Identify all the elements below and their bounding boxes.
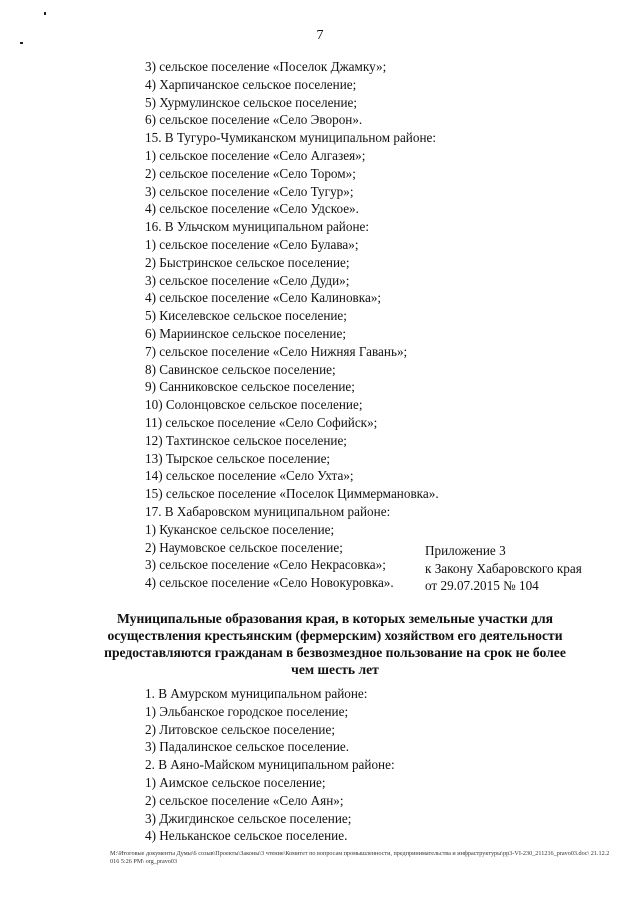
district-heading: 17. В Хабаровском муниципальном районе: xyxy=(145,503,391,519)
list-item: 3) Падалинское сельское поселение. xyxy=(145,739,350,755)
appendix-number: Приложение 3 xyxy=(425,543,506,558)
list-item: 7) сельское поселение «Село Нижняя Гавань»; xyxy=(145,343,408,359)
list-item: 11) сельское поселение «Село Софийск»; xyxy=(145,414,378,430)
scan-mark xyxy=(44,12,46,15)
appendix-date: от 29.07.2015 № 104 xyxy=(425,578,539,593)
district-heading: 2. В Аяно-Майском муниципальном районе: xyxy=(145,757,395,773)
list-item: 2) Наумовское сельское поселение; xyxy=(145,539,343,555)
list-item: 2) сельское поселение «Село Аян»; xyxy=(145,792,344,808)
file-path-footer: M:\Итоговые документы Думы\6 созыв\Проекты\Законы\3 чтение\Комитет по вопросам промышленности, предпринимательства и инфраструктуры\рр3-VI-230_211216_pravo03.doc\ 21.12.2016 5:26 PM\ org_pravo03 xyxy=(110,850,610,865)
list-item: 1) сельское поселение «Село Булава»; xyxy=(145,236,359,252)
list-item: 12) Тахтинское сельское поселение; xyxy=(145,432,347,448)
district-heading: 1. В Амурском муниципальном районе: xyxy=(145,686,368,701)
list-item: 4) Нельканское сельское поселение. xyxy=(145,828,348,844)
list-item: 3) сельское поселение «Село Тугур»; xyxy=(145,183,354,199)
list-item: 13) Тырское сельское поселение; xyxy=(145,450,331,466)
list-item: 1) Куканское сельское поселение; xyxy=(145,521,335,537)
list-item: 4) сельское поселение «Село Калиновка»; xyxy=(145,290,382,306)
list-item: 5) Киселевское сельское поселение; xyxy=(145,308,347,324)
municipality-list xyxy=(145,685,395,845)
list-item: 1) Эльбанское городское поселение; xyxy=(145,703,349,719)
list-item: 3) сельское поселение «Село Некрасовка»; xyxy=(145,557,386,573)
district-heading: 16. В Ульчском муниципальном районе: xyxy=(145,219,370,235)
list-item: 1) сельское поселение «Село Алгазея»; xyxy=(145,147,366,163)
list-item: 2) Литовское сельское поселение; xyxy=(145,721,335,737)
list-item: 6) Мариинское сельское поселение; xyxy=(145,325,346,341)
appendix-title: Муниципальные образования края, в которых земельные участки для осуществления крестьянским (фермерским) хозяйством его деятельности предоставляются гражданам в безвозмездное пользование на срок не более чем шесть лет xyxy=(104,611,566,677)
list-item: 14) сельское поселение «Село Ухта»; xyxy=(145,468,354,484)
list-item: 4) Харпичанское сельское поселение; xyxy=(145,76,357,92)
list-item: 6) сельское поселение «Село Эворон». xyxy=(145,112,363,128)
list-item: 3) Джигдинское сельское поселение; xyxy=(145,810,352,826)
list-item: 4) сельское поселение «Село Новокуровка». xyxy=(145,575,394,591)
page-number: 7 xyxy=(316,28,324,43)
list-item: 8) Савинское сельское поселение; xyxy=(145,361,336,377)
list-item: 2) Быстринское сельское поселение; xyxy=(145,254,350,270)
appendix-reference xyxy=(425,542,582,595)
list-item: 10) Солонцовское сельское поселение; xyxy=(145,397,363,413)
list-item: 15) сельское поселение «Поселок Циммермановка». xyxy=(145,486,439,502)
appendix-law: к Закону Хабаровского края xyxy=(425,560,582,576)
list-item: 1) Аимское сельское поселение; xyxy=(145,774,326,790)
list-item: 3) сельское поселение «Поселок Джамку»; xyxy=(145,59,387,74)
district-heading: 15. В Тугуро-Чумиканском муниципальном районе: xyxy=(145,130,437,146)
municipality-list-continued xyxy=(145,58,439,592)
list-item: 3) сельское поселение «Село Дуди»; xyxy=(145,272,350,288)
list-item: 2) сельское поселение «Село Тором»; xyxy=(145,165,356,181)
list-item: 4) сельское поселение «Село Удское». xyxy=(145,201,359,217)
list-item: 9) Санниковское сельское поселение; xyxy=(145,379,355,395)
list-item: 5) Хурмулинское сельское поселение; xyxy=(145,94,358,110)
